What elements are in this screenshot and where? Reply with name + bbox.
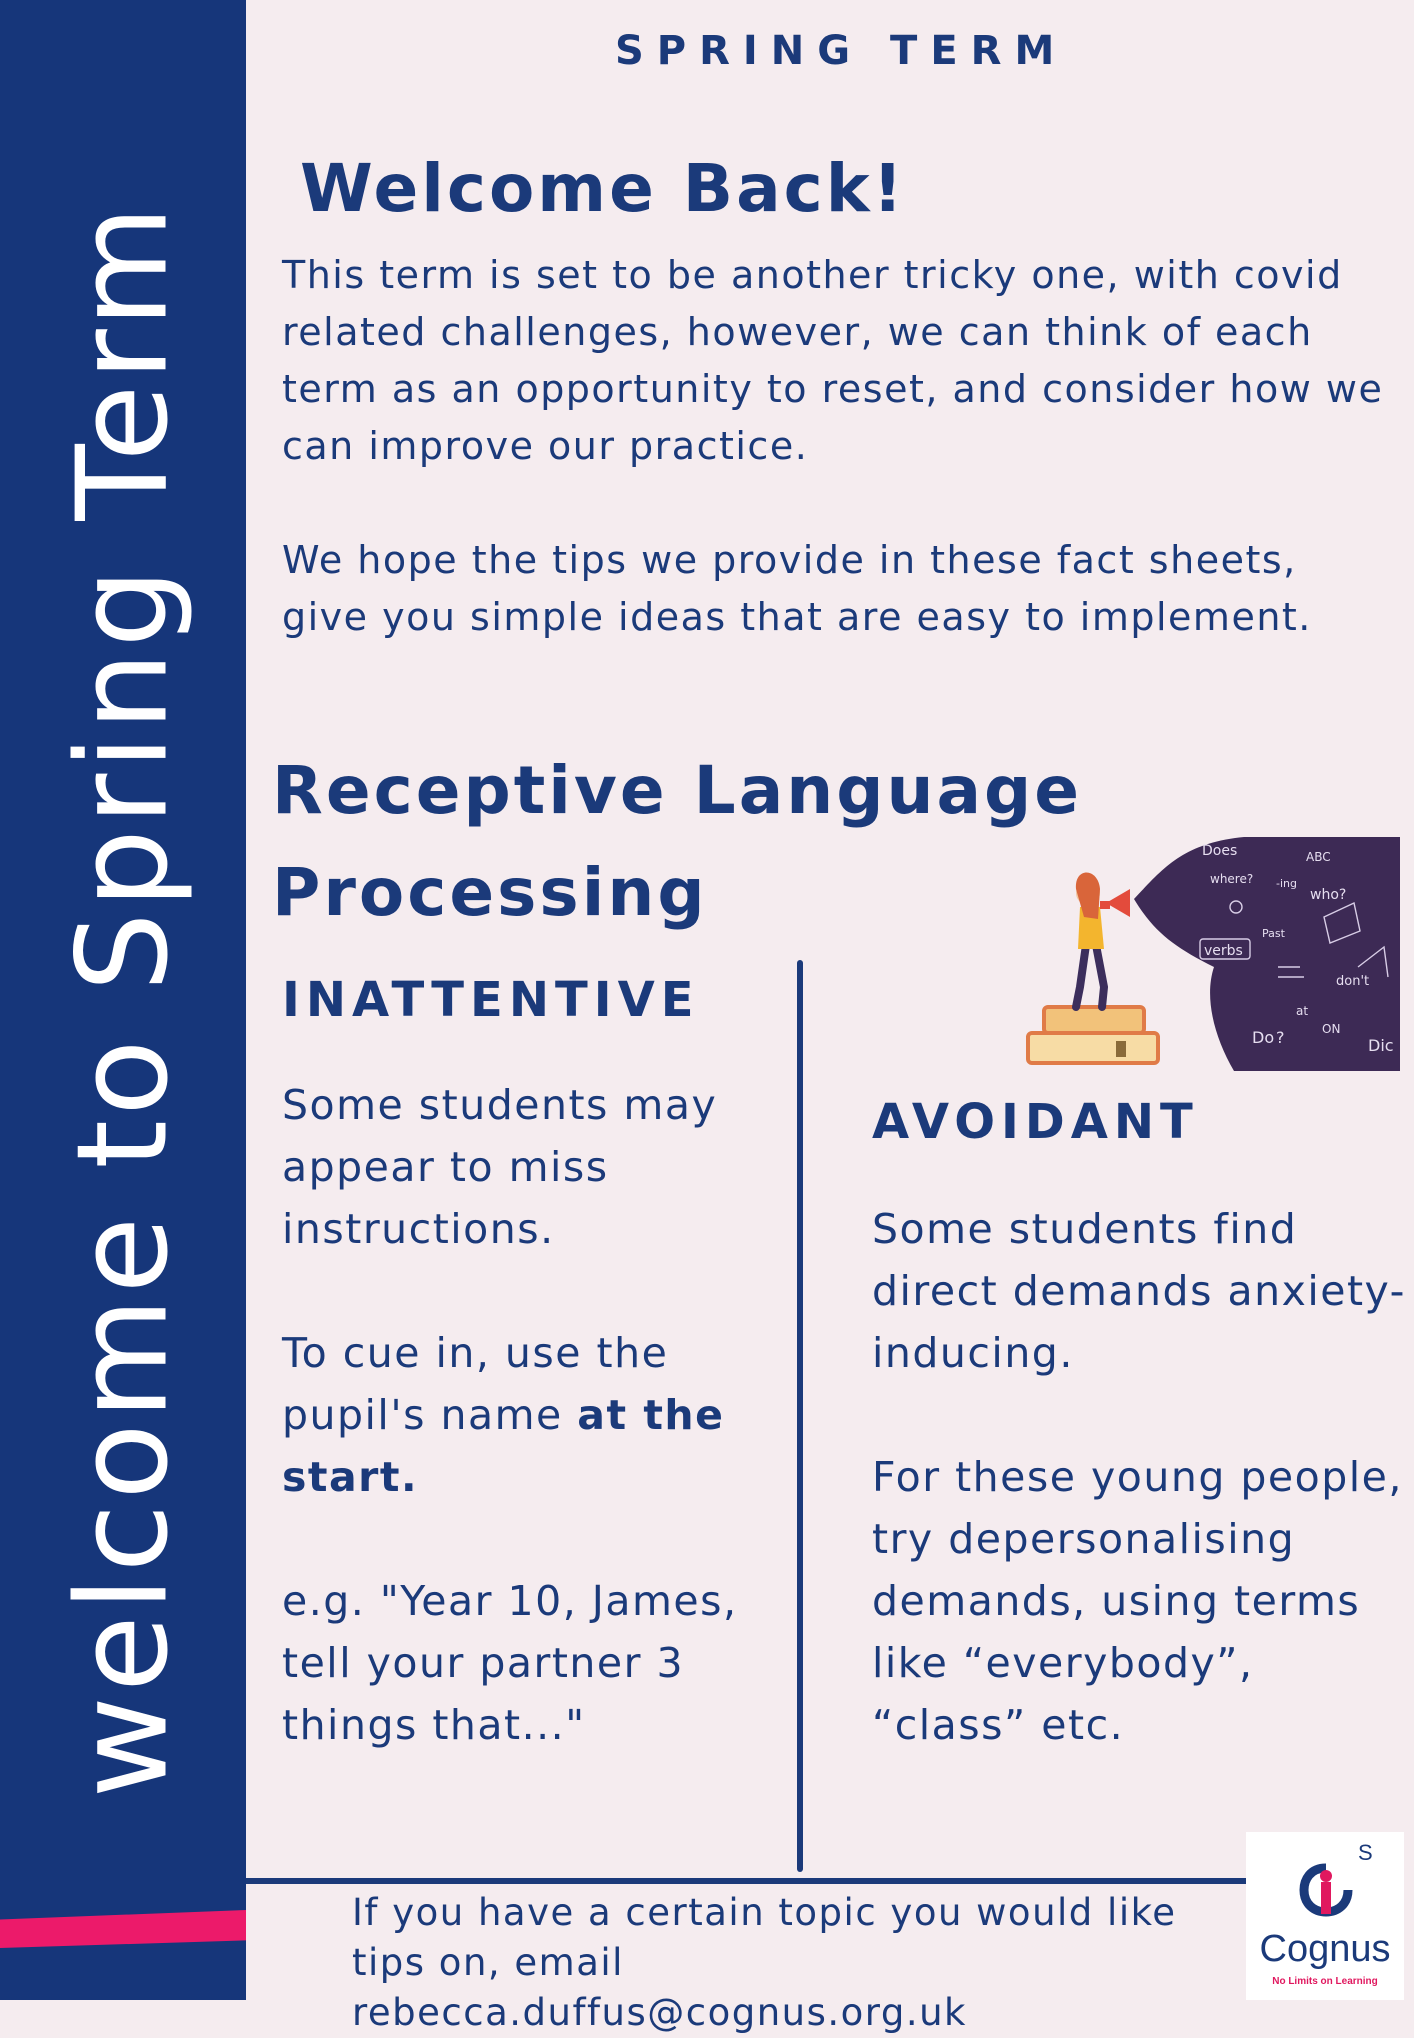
sidebar-title: welcome to Spring Term	[50, 201, 196, 1799]
illustration-word: Dic	[1368, 1036, 1394, 1055]
cognus-mark-icon	[1298, 1860, 1354, 1924]
intro-text	[282, 247, 1392, 646]
avoidant-heading: AVOIDANT	[872, 1094, 1199, 1150]
cognus-logo	[1246, 1832, 1404, 2000]
illustration-word: -ing	[1276, 877, 1297, 890]
inattentive-paragraph-2-emphasis: at the start.	[282, 1391, 725, 1501]
avoidant-paragraph-1: Some students find direct demands anxiety-inducing.	[872, 1205, 1406, 1377]
intro-paragraph-1: This term is set to be another tricky one, with covid related challenges, however, we can think of each term as an opportunity to reset, and consider how we can improve our practice.	[282, 253, 1384, 468]
inattentive-heading: INATTENTIVE	[282, 972, 700, 1028]
inattentive-text	[282, 1074, 782, 1756]
cognus-tagline: No Limits on Learning	[1272, 1976, 1378, 1987]
illustration-word: don't	[1336, 974, 1370, 989]
illustration-word: Do	[1252, 1028, 1275, 1047]
intro-paragraph-2: We hope the tips we provide in these fact sheets, give you simple ideas that are easy to implement.	[282, 538, 1312, 639]
cognus-wordmark: Cognus	[1259, 1928, 1391, 1970]
footer-contact-text: If you have a certain topic you would like tips on, email rebecca.duffus@cognus.org.uk	[352, 1891, 1177, 2034]
section-title-line-2: Processing	[272, 854, 708, 931]
avoidant-text	[872, 1198, 1412, 1756]
section-title	[272, 740, 1112, 944]
kicker-label: SPRING TERM	[615, 28, 1068, 74]
illustration-word: verbs	[1204, 943, 1243, 959]
inattentive-paragraph-2-text: To cue in, use the pupil's name	[282, 1329, 669, 1439]
inattentive-paragraph-3: e.g. "Year 10, James, tell your partner 3 things that..."	[282, 1577, 738, 1749]
illustration-word: Past	[1262, 927, 1285, 940]
footer-rule	[246, 1878, 1246, 1884]
section-title-line-1: Receptive Language	[272, 752, 1083, 829]
avoidant-paragraph-2: For these young people, try depersonalising demands, using terms like “everybody”, “class” etc.	[872, 1453, 1403, 1749]
illustration-word: at	[1296, 1004, 1309, 1018]
illustration-word: where?	[1210, 872, 1254, 886]
illustration-word: who?	[1310, 887, 1347, 903]
illustration-word: ?	[1276, 1028, 1285, 1047]
logo-superscript: S	[1358, 1840, 1373, 1865]
sidebar	[0, 0, 246, 2000]
illustration-word: ABC	[1306, 850, 1331, 864]
illustration-word: Does	[1202, 843, 1238, 859]
column-divider	[797, 960, 803, 1872]
megaphone-illustration	[1014, 837, 1400, 1071]
inattentive-paragraph-1: Some students may appear to miss instructions.	[282, 1081, 718, 1253]
welcome-heading: Welcome Back!	[300, 150, 906, 227]
inattentive-paragraph-2	[282, 1322, 782, 1508]
illustration-word: ON	[1322, 1022, 1341, 1036]
